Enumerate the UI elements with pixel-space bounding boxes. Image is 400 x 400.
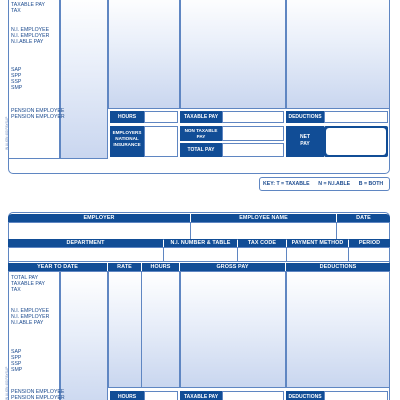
tax-code-value <box>237 247 287 262</box>
payment-method-header: PAYMENT METHOD <box>287 239 348 247</box>
deductions-value <box>324 111 388 123</box>
ytd-label-group-b <box>11 308 49 326</box>
ytd-label: SSP <box>11 361 22 368</box>
rate-panel <box>108 271 142 388</box>
net-pay-value <box>324 126 388 157</box>
employer-value <box>8 222 191 240</box>
ytd-label: TOTAL PAY <box>11 275 39 281</box>
ytd-values-panel <box>60 271 108 400</box>
ytd-label: SAP <box>11 349 22 355</box>
taxable-pay-value <box>222 391 284 400</box>
rate-header: RATE <box>108 263 141 271</box>
total-pay-label: TOTAL PAY <box>180 143 222 157</box>
gross-pay-panel <box>180 0 286 109</box>
ytd-label: SMP <box>11 85 23 92</box>
totals-section <box>108 389 390 400</box>
non-taxable-pay-value <box>222 126 284 141</box>
date-header: DATE <box>337 214 390 222</box>
payslip-bottom <box>0 206 400 400</box>
hours-label: HOURS <box>110 111 144 123</box>
ytd-label: SPP <box>11 73 22 80</box>
year-to-date-header: YEAR TO DATE <box>8 263 107 271</box>
ytd-label-group-b <box>11 27 49 45</box>
ytd-label: TAX <box>11 8 21 15</box>
employers-ni-label: EMPLOYERS NATIONAL INSURANCE <box>110 126 144 157</box>
ytd-label: N.I. EMPLOYER <box>11 314 50 321</box>
ytd-label: TAX <box>11 287 21 294</box>
non-taxable-pay-label: NON TAXABLE PAY <box>180 126 222 141</box>
ytd-label: TAXABLE PAY <box>11 281 46 288</box>
ytd-label: N.I. EMPLOYEE <box>11 27 50 33</box>
ytd-label-group-d <box>11 389 65 400</box>
key-text: KEY: T = TAXABLE N = N.I.ABLE B = BOTH <box>263 181 384 187</box>
tax-code-header: TAX CODE <box>238 239 286 247</box>
ytd-label: PENSION EMPLOYER <box>11 114 65 121</box>
deductions-header: DEDUCTIONS <box>286 263 390 271</box>
gross-pay-panel <box>180 271 286 388</box>
ytd-label: SMP <box>11 367 23 374</box>
deductions-panel <box>286 0 390 109</box>
payslip-top <box>0 0 400 178</box>
deductions-label: DEDUCTIONS <box>286 111 324 123</box>
employee-name-header: EMPLOYEE NAME <box>191 214 336 222</box>
ytd-label: N.I.ABLE PAY <box>11 39 44 46</box>
hours-value <box>144 111 178 123</box>
hours-panel <box>141 271 180 388</box>
deductions-panel <box>286 271 390 388</box>
ytd-label: SSP <box>11 79 22 86</box>
key-legend <box>259 177 390 191</box>
employer-header: EMPLOYER <box>8 214 190 222</box>
ni-number-header: N.I. NUMBER & TABLE <box>164 239 237 247</box>
ytd-label: PENSION EMPLOYEE <box>11 389 65 395</box>
ytd-label: N.I. EMPLOYEE <box>11 308 50 314</box>
period-header: PERIOD <box>349 239 390 247</box>
ytd-label-group-a <box>11 275 45 293</box>
ni-number-value <box>163 247 238 262</box>
department-header: DEPARTMENT <box>8 239 163 247</box>
employers-ni-value <box>144 126 178 157</box>
ytd-label: PENSION EMPLOYEE <box>11 108 65 114</box>
ytd-label: N.I.ABLE PAY <box>11 320 44 327</box>
ytd-label-group-d <box>11 108 65 120</box>
hours-label: HOURS <box>110 391 144 400</box>
side-code: IN ALIGN 400 PAYSLIP <box>5 366 9 400</box>
employee-name-value <box>190 222 337 240</box>
rate-hours-panel <box>108 0 180 109</box>
taxable-pay-label: TAXABLE PAY <box>180 391 222 400</box>
deductions-label: DEDUCTIONS <box>286 391 324 400</box>
total-pay-value <box>222 143 284 157</box>
date-value <box>336 222 390 240</box>
period-value <box>348 247 390 262</box>
ytd-label: SAP <box>11 67 22 73</box>
ytd-label-group-a <box>11 2 45 14</box>
payment-method-value <box>286 247 349 262</box>
ytd-label: SPP <box>11 355 22 362</box>
ytd-label-group-c <box>11 67 22 91</box>
side-code: IN ALIGN 400 PAYSLIP <box>5 116 9 150</box>
hours-header: HOURS <box>142 263 179 271</box>
totals-section <box>108 109 390 159</box>
taxable-pay-label: TAXABLE PAY <box>180 111 222 123</box>
ytd-label: TAXABLE PAY <box>11 2 46 8</box>
net-pay-label: NET PAY <box>286 126 324 157</box>
hours-value <box>144 391 178 400</box>
ytd-label-group-c <box>11 349 22 373</box>
taxable-pay-value <box>222 111 284 123</box>
gross-pay-header: GROSS PAY <box>180 263 285 271</box>
deductions-value <box>324 391 388 400</box>
ytd-label: N.I. EMPLOYER <box>11 33 50 40</box>
ytd-label: PENSION EMPLOYER <box>11 395 65 400</box>
ytd-values-panel <box>60 0 108 159</box>
department-value <box>8 247 164 262</box>
